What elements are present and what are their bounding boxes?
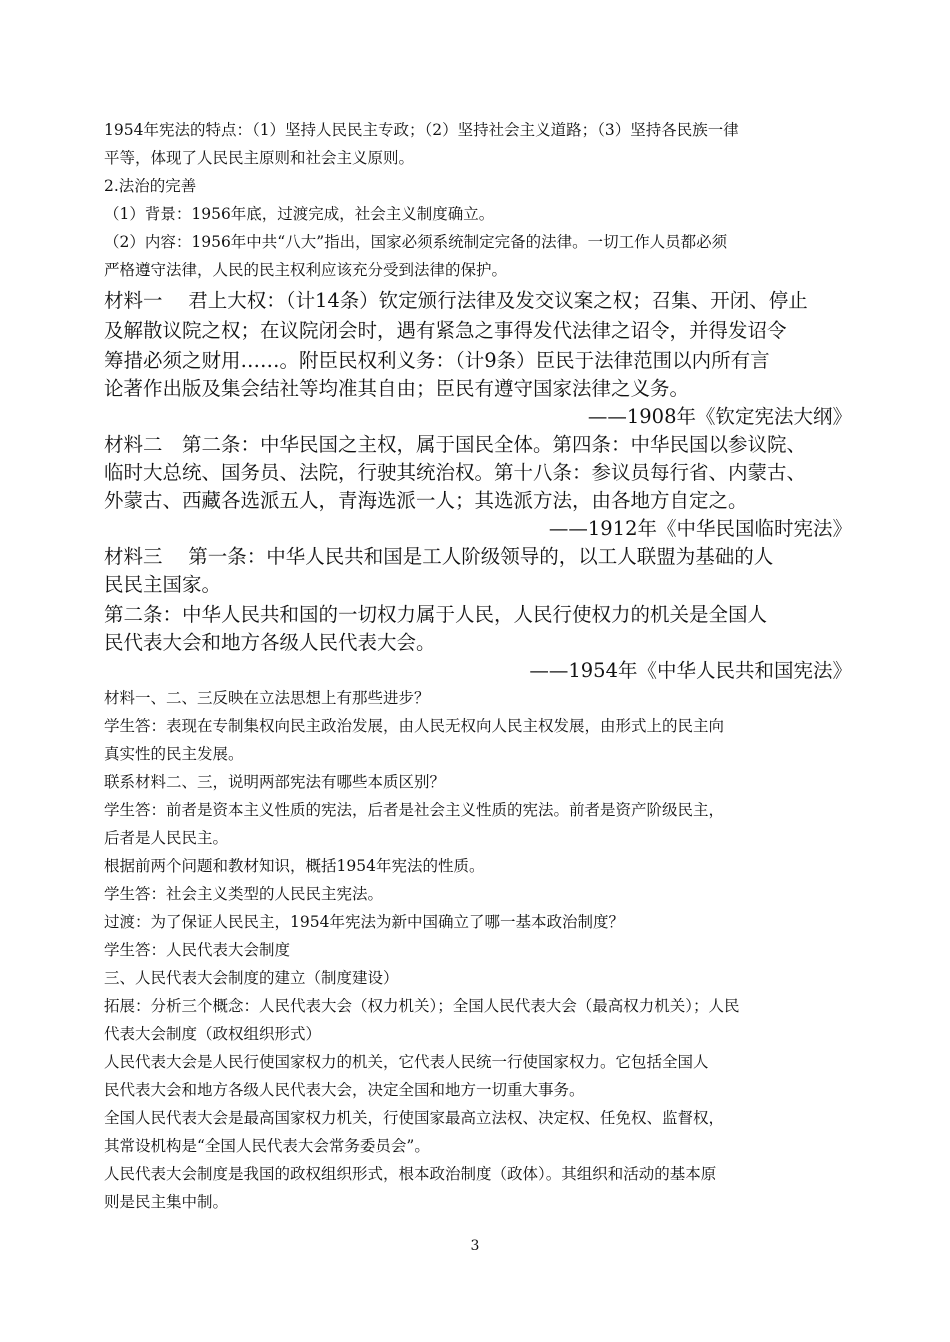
text-line: 其常设机构是“全国人民代表大会常务委员会”。: [104, 1137, 430, 1155]
material-one-line: 论著作出版及集会结社等均准其自由；臣民有遵守国家法律之义务。: [104, 377, 690, 400]
material-one-line: 及解散议院之权；在议院闭会时，遇有紧急之事得发代法律之诏令，并得发诏令: [104, 319, 787, 342]
section-heading: 三、人民代表大会制度的建立（制度建设）: [104, 969, 399, 987]
text-line: 民代表大会和地方各级人民代表大会，决定全国和地方一切重大事务。: [104, 1081, 585, 1099]
transition-line: 过渡：为了保证人民民主，1954年宪法为新中国确立了哪一基本政治制度？: [104, 913, 624, 931]
text-line: 拓展：分析三个概念：人民代表大会（权力机关）；全国人民代表大会（最高权力机关）；人民: [104, 997, 740, 1015]
text-line: 平等，体现了人民民主原则和社会主义原则。: [104, 149, 415, 167]
material-one-line: 材料一 君上大权：（计14条）钦定颁行法律及发交议案之权；召集、开闭、停止: [104, 289, 808, 312]
material-three-line: 材料三 第一条：中华人民共和国是工人阶级领导的，以工人联盟为基础的人: [104, 545, 774, 568]
text-line: 人民代表大会制度是我国的政权组织形式，根本政治制度（政体）。其组织和活动的基本原: [104, 1165, 717, 1183]
answer-line: 学生答：社会主义类型的人民民主宪法。: [104, 885, 384, 903]
text-line: 全国人民代表大会是最高国家权力机关，行使国家最高立法权、决定权、任免权、监督权，: [104, 1109, 725, 1127]
text-line: （2）内容：1956年中共“八大”指出，国家必须系统制定完备的法律。一切工作人员都必须: [104, 233, 728, 251]
material-two-source: ——1912年《中华民国临时宪法》: [548, 517, 852, 540]
material-three-line: 第二条：中华人民共和国的一切权力属于人民，人民行使权力的机关是全国人: [104, 603, 768, 626]
text-line: （1）背景：1956年底，过渡完成，社会主义制度确立。: [104, 205, 495, 223]
text-line: 人民代表大会是人民行使国家权力的机关，它代表人民统一行使国家权力。它包括全国人: [104, 1053, 709, 1071]
answer-line: 学生答：表现在专制集权向民主政治发展，由人民无权向人民主权发展，由形式上的民主向: [104, 717, 725, 735]
section-heading: 2.法治的完善: [104, 177, 197, 195]
question-line: 联系材料二、三，说明两部宪法有哪些本质区别？: [104, 773, 446, 791]
text-line: 严格遵守法律，人民的民主权利应该充分受到法律的保护。: [104, 261, 508, 279]
text-line: 1954年宪法的特点：（1）坚持人民民主专政；（2）坚持社会主义道路；（3）坚持各民族一律: [104, 121, 739, 139]
material-two-line: 外蒙古、西藏各选派五人，青海选派一人；其选派方法，由各地方自定之。: [104, 489, 748, 512]
material-two-line: 材料二 第二条：中华民国之主权，属于国民全体。第四条：中华民国以参议院、: [104, 433, 807, 456]
material-one-source: ——1908年《钦定宪法大纲》: [587, 405, 852, 428]
text-line: 代表大会制度（政权组织形式）: [104, 1025, 322, 1043]
text-line: 则是民主集中制。: [104, 1193, 229, 1211]
material-three-source: ——1954年《中华人民共和国宪法》: [529, 659, 852, 682]
question-line: 材料一、二、三反映在立法思想上有那些进步？: [104, 689, 430, 707]
material-two-line: 临时大总统、国务员、法院，行驶其统治权。第十八条：参议员每行省、内蒙古、: [104, 461, 807, 484]
material-three-line: 民代表大会和地方各级人民代表大会。: [104, 631, 436, 654]
answer-line: 真实性的民主发展。: [104, 745, 244, 763]
material-three-line: 民民主国家。: [104, 573, 222, 596]
question-line: 根据前两个问题和教材知识，概括1954年宪法的性质。: [104, 857, 485, 875]
answer-line: 后者是人民民主。: [104, 829, 229, 847]
answer-line: 学生答：人民代表大会制度: [104, 941, 291, 959]
page-number: 3: [470, 1238, 480, 1254]
answer-line: 学生答：前者是资本主义性质的宪法，后者是社会主义性质的宪法。前者是资产阶级民主，: [104, 801, 725, 819]
material-one-line: 筹措必须之财用……。附臣民权利义务：（计9条）臣民于法律范围以内所有言: [104, 349, 770, 372]
